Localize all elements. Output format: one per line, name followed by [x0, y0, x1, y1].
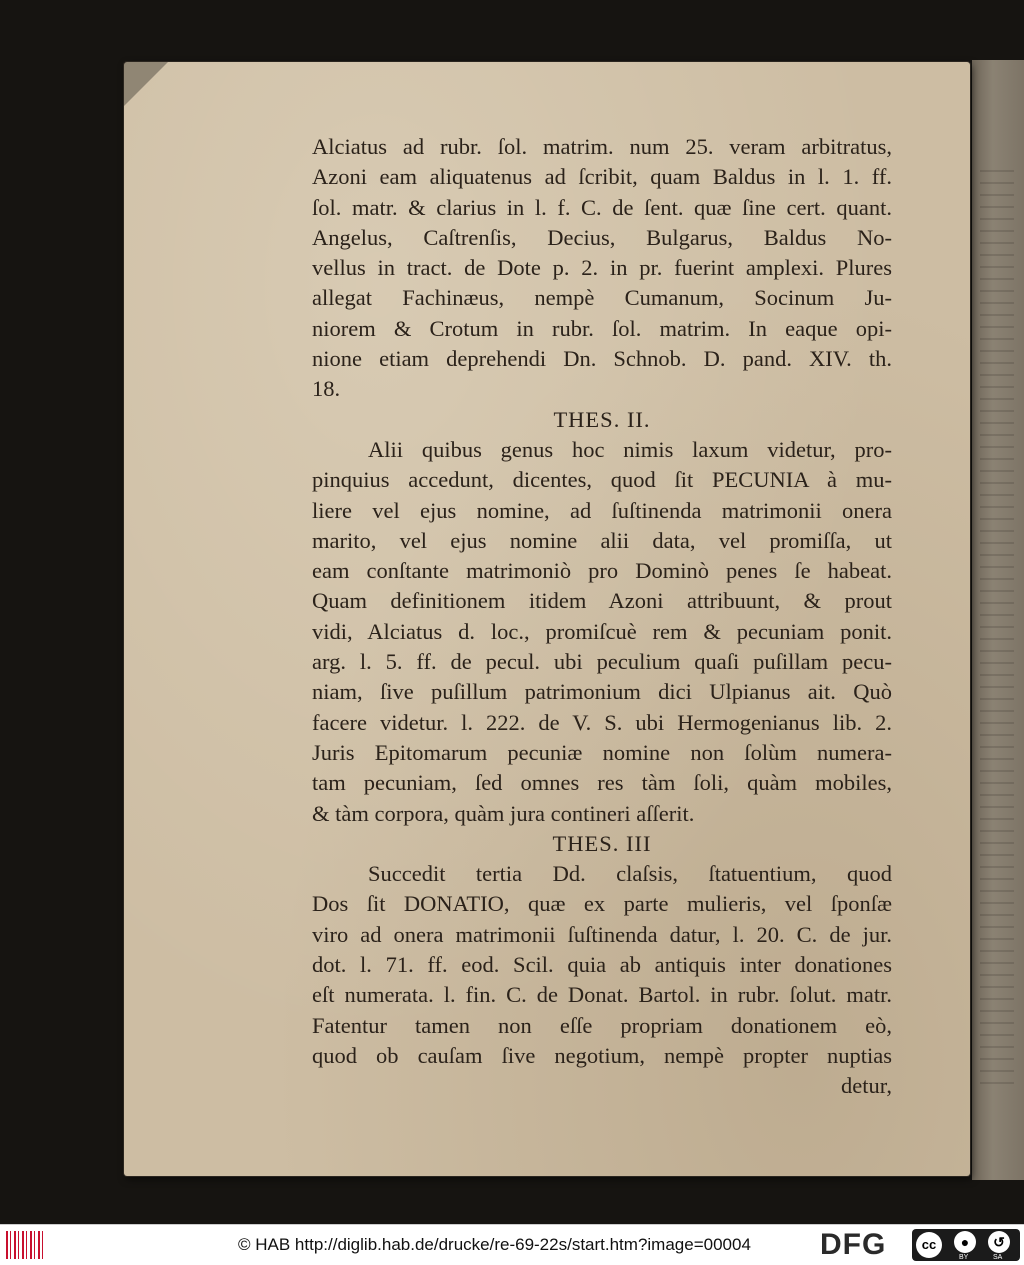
text-line: liere vel ejus nomine, ad ſuſtinenda matrimonii onera	[312, 497, 892, 523]
catchword: detur,	[841, 1073, 892, 1099]
sa-icon: ↺	[988, 1231, 1010, 1253]
text-line: tam pecuniam, ſed omnes res tàm ſoli, quàm mobiles,	[312, 770, 892, 796]
text-line: ſol. matr. & clarius in l. f. C. de ſent. quæ ſine cert. quant.	[312, 194, 892, 220]
text-line: Juris Epitomarum pecuniæ nomine non ſolùm numera-	[312, 739, 892, 765]
text-line: Alciatus ad rubr. ſol. matrim. num 25. veram arbitratus,	[312, 134, 892, 159]
text-line: Quam definitionem itidem Azoni attribuunt, & prout	[312, 588, 892, 614]
text-line: viro ad onera matrimonii ſuſtinenda datur, l. 20. C. de jur.	[312, 921, 892, 947]
text-line: Succedit tertia Dd. claſsis, ſtatuentium, quod	[368, 861, 892, 887]
page-corner-fold	[124, 62, 168, 106]
text-line: Fatentur tamen non eſſe propriam donationem eò,	[312, 1012, 892, 1038]
text-line: quod ob cauſam ſive negotium, nempè propter nuptias	[312, 1042, 892, 1068]
viewer-footer	[0, 1224, 1024, 1265]
text-line: nione etiam deprehendi Dn. Schnob. D. pand. XIV. th.	[312, 346, 892, 372]
adjacent-page-edge	[972, 60, 1024, 1180]
page-text	[312, 132, 892, 1102]
text-line: & tàm corpora, quàm jura contineri aſſerit.	[312, 800, 695, 826]
text-line: Angelus, Caſtrenſis, Decius, Bulgarus, Baldus No-	[312, 224, 892, 250]
text-line: arg. l. 5. ff. de pecul. ubi peculium quaſi puſillam pecu-	[312, 649, 892, 675]
text-line: eam conſtante matrimoniò pro Dominò penes ſe habeat.	[312, 558, 892, 584]
text-line: 18.	[312, 376, 341, 402]
text-line: Alii quibus genus hoc nimis laxum videtur, pro-	[368, 436, 892, 462]
text-line: facere videtur. l. 222. de V. S. ubi Hermogenianus lib. 2.	[312, 709, 892, 735]
dfg-logo[interactable]: DFG	[820, 1228, 887, 1261]
by-label: BY	[959, 1254, 969, 1261]
text-line: Dos ſit DONATIO, quæ ex parte mulieris, vel ſponſæ	[312, 891, 892, 917]
text-line: Azoni eam aliquatenus ad ſcribit, quam Baldus in l. 1. ff.	[312, 164, 892, 190]
adjacent-page-text-shadow	[980, 170, 1014, 1090]
text-line: pinquius accedunt, dicentes, quod ſit PECUNIA à mu-	[312, 467, 892, 493]
text-line: eſt numerata. l. fin. C. de Donat. Bartol. in rubr. ſolut. matr.	[312, 982, 892, 1008]
sa-label: SA	[993, 1254, 1003, 1261]
copyright-link[interactable]: © HAB http://diglib.hab.de/drucke/re-69-22s/start.htm?image=00004	[238, 1235, 751, 1254]
section-heading: THES. III	[552, 830, 652, 856]
by-icon: ●	[954, 1231, 976, 1253]
text-line: marito, vel ejus nomine alii data, vel promiſſa, ut	[312, 527, 892, 553]
text-line: niam, ſive puſillum patrimonium dici Ulpianus ait. Quò	[312, 679, 892, 705]
hab-logo-icon[interactable]	[6, 1231, 46, 1259]
text-line: vidi, Alciatus d. loc., promiſcuè rem & pecuniam ponit.	[312, 618, 892, 644]
section-heading: THES. II.	[553, 406, 651, 432]
cc-license-badge[interactable]	[912, 1229, 1020, 1261]
text-line: vellus in tract. de Dote p. 2. in pr. fuerint amplexi. Plures	[312, 255, 892, 281]
text-line: allegat Fachinæus, nempè Cumanum, Socinum Ju-	[312, 285, 892, 311]
cc-icon: cc	[916, 1232, 942, 1258]
text-line: niorem & Crotum in rubr. ſol. matrim. In eaque opi-	[312, 315, 892, 341]
text-line: dot. l. 71. ff. eod. Scil. quia ab antiquis inter donationes	[312, 952, 892, 978]
